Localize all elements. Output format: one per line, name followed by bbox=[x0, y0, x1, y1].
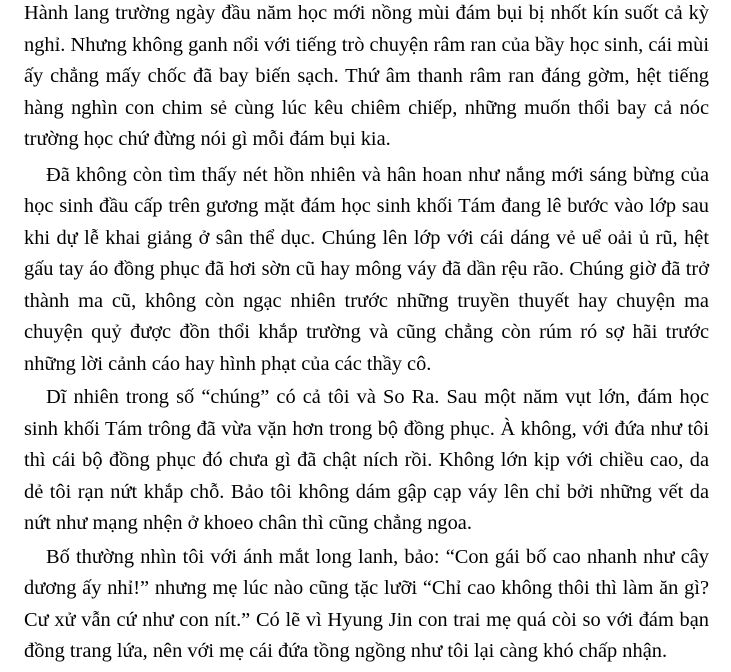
document-page bbox=[24, 0, 709, 671]
paragraph-2: Đã không còn tìm thấy nét hồn nhiên và hân hoan như nắng mới sáng bừng của học sinh đầu cấp trên gương mặt đám học sinh khối Tám đang lê bước vào lớp sau khi dự lễ khai giảng ở sân thể dục. Chúng lên lớp với cái dáng vẻ uể oải ủ rũ, hệt gấu tay áo đồng phục đã hơi sờn cũ hay mông váy đã dần rệu rão. Chúng giờ đã trở thành ma cũ, không còn ngạc nhiên trước những truyền thuyết hay chuyện ma chuyện quỷ được đồn thổi khắp trường và cũng chẳng còn rúm ró sợ hãi trước những lời cảnh cáo hay hình phạt của các thầy cô. bbox=[24, 163, 709, 375]
paragraph-4: Bố thường nhìn tôi với ánh mắt long lanh, bảo: “Con gái bố cao nhanh như cây dương ấy nhỉ!” nhưng mẹ lúc nào cũng tặc lưỡi “Chỉ cao không thôi thì làm ăn gì? Cư xử vẫn cứ như con nít.” Có lẽ vì Hyung Jin con trai mẹ quá còi so với đám bạn đồng trang lứa, nên với mẹ cái đứa tồng ngồng như tôi lại càng khó chấp nhận. bbox=[24, 545, 709, 662]
paragraph-3: Dĩ nhiên trong số “chúng” có cả tôi và So Ra. Sau một năm vụt lớn, đám học sinh khối Tám trông đã vừa vặn hơn trong bộ đồng phục. À không, với đứa như tôi thì cái bộ đồng phục đó chưa gì đã chật ních rồi. Không lớn kịp với chiều cao, da dẻ tôi rạn nứt khắp chỗ. Bảo tôi không dám gập cạp váy lên chỉ bởi những vết da nứt như mạng nhện ở khoeo chân thì cũng chẳng ngoa. bbox=[24, 386, 709, 534]
paragraph-1: Hành lang trường ngày đầu năm học mới nồng mùi đám bụi bị nhốt kín suốt cả kỳ nghỉ. Nhưng không ganh nổi với tiếng trò chuyện râm ran của bầy học sinh, cái mùi ấy chẳng mấy chốc đã bay biến sạch. Thứ âm thanh râm ran đáng gờm, hệt tiếng hàng nghìn con chim sẻ cùng lúc kêu chiêm chiếp, những muốn thổi bay cả nóc trường học chứ đừng nói gì mỗi đám bụi kia. bbox=[24, 2, 709, 150]
